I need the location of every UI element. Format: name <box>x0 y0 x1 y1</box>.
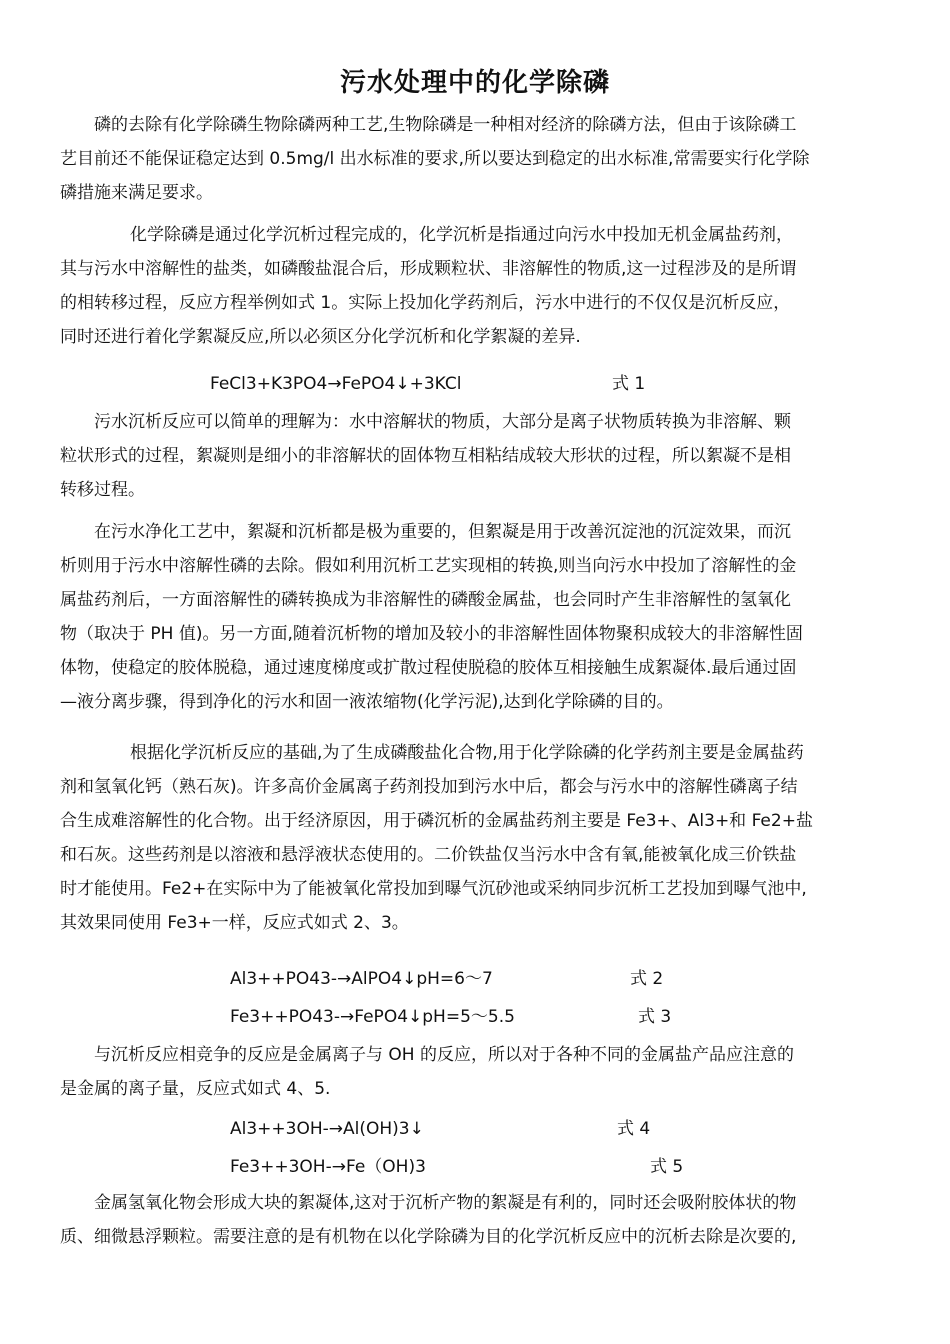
text-line: 属盐药剂后，一方面溶解性的磷转换成为非溶解性的磷酸金属盐，也会同时产生非溶解性的氢氧化 <box>60 590 791 610</box>
text-line: —液分离步骤，得到净化的污水和固一液浓缩物(化学污泥),达到化学除磷的目的。 <box>60 692 674 712</box>
text-line: 磷措施来满足要求。 <box>60 183 213 203</box>
text-line: 物（取决于 PH 值)。另一方面,随着沉析物的增加及较小的非溶解性固体物聚积成较大的非溶解性固 <box>60 624 803 644</box>
text-line: 粒状形式的过程，絮凝则是细小的非溶解状的固体物互相粘结成较大形状的过程，所以絮凝不是相 <box>60 446 791 466</box>
paragraph-5 <box>60 736 888 940</box>
paragraph-7 <box>60 1186 888 1254</box>
text-line: 合生成难溶解性的化合物。出于经济原因，用于磷沉析的金属盐药剂主要是 Fe3+、Al3+和 Fe2+盐 <box>60 811 813 831</box>
text-line: 金属氢氧化物会形成大块的絮凝体,这对于沉析产物的絮凝是有利的，同时还会吸附胶体状的物 <box>94 1193 797 1213</box>
text-line: 同时还进行着化学絮凝反应,所以必须区分化学沉析和化学絮凝的差异. <box>60 327 581 347</box>
text-line: 的相转移过程，反应方程举例如式 1。实际上投加化学药剂后，污水中进行的不仅仅是沉析反应， <box>60 293 791 313</box>
text-line: 与沉析反应相竞争的反应是金属离子与 OH 的反应，所以对于各种不同的金属盐产品应注意的 <box>94 1045 794 1065</box>
text-line: 析则用于污水中溶解性磷的去除。假如利用沉析工艺实现相的转换,则当向污水中投加了溶解性的金 <box>60 556 797 576</box>
paragraph-4 <box>60 515 888 719</box>
text-line: 污水沉析反应可以简单的理解为：水中溶解状的物质，大部分是离子状物质转换为非溶解、颗 <box>94 412 791 432</box>
equation-4: Al3++3OH-→Al(OH)3↓ <box>230 1119 424 1139</box>
text-line: 时才能使用。Fe2+在实际中为了能被氧化常投加到曝气沉砂池或采纳同步沉析工艺投加到曝气池中, <box>60 879 807 899</box>
text-line: 其与污水中溶解性的盐类，如磷酸盐混合后，形成颗粒状、非溶解性的物质,这一过程涉及的是所谓 <box>60 259 797 279</box>
equation-3: Fe3++PO43-→FePO4↓pH=5～5.5 <box>230 1007 515 1027</box>
page-title: 污水处理中的化学除磷 <box>339 68 610 98</box>
text-line: 体物，使稳定的胶体脱稳，通过速度梯度或扩散过程使脱稳的胶体互相接触生成絮凝体.最后通过固 <box>60 658 797 678</box>
paragraph-1 <box>60 108 888 210</box>
text-line: 在污水净化工艺中，絮凝和沉析都是极为重要的，但絮凝是用于改善沉淀池的沉淀效果，而沉 <box>94 522 791 542</box>
equation-4-label: 式 4 <box>617 1119 651 1139</box>
equation-5-label: 式 5 <box>650 1157 684 1177</box>
text-line: 和石灰。这些药剂是以溶液和悬浮液状态使用的。二价铁盐仅当污水中含有氧,能被氧化成三价铁盐 <box>60 845 797 865</box>
paragraph-6 <box>60 1038 888 1106</box>
text-line: 其效果同使用 Fe3+一样，反应式如式 2、3。 <box>60 913 409 933</box>
equation-1-label: 式 1 <box>612 374 646 394</box>
text-line: 是金属的离子量，反应式如式 4、5. <box>60 1079 331 1099</box>
text-line: 化学除磷是通过化学沉析过程完成的，化学沉析是指通过向污水中投加无机金属盐药剂， <box>130 225 793 245</box>
equation-3-label: 式 3 <box>638 1007 672 1027</box>
paragraph-3 <box>60 405 888 507</box>
equation-2-label: 式 2 <box>630 969 664 989</box>
text-line: 转移过程。 <box>60 480 145 500</box>
text-line: 艺目前还不能保证稳定达到 0.5mg/l 出水标准的要求,所以要达到稳定的出水标准,常需要实行化学除 <box>60 149 810 169</box>
text-line: 质、细微悬浮颗粒。需要注意的是有机物在以化学除磷为目的化学沉析反应中的沉析去除是次要的, <box>60 1227 797 1247</box>
paragraph-2 <box>60 218 888 354</box>
text-line: 磷的去除有化学除磷生物除磷两种工艺,生物除磷是一种相对经济的除磷方法，但由于该除磷工 <box>94 115 797 135</box>
text-line: 剂和氢氧化钙（熟石灰)。许多高价金属离子药剂投加到污水中后，都会与污水中的溶解性磷离子结 <box>60 777 798 797</box>
equation-2: Al3++PO43-→AlPO4↓pH=6～7 <box>230 969 493 989</box>
text-line: 根据化学沉析反应的基础,为了生成磷酸盐化合物,用于化学除磷的化学药剂主要是金属盐药 <box>130 743 804 763</box>
equation-1: FeCl3+K3PO4→FePO4↓+3KCl <box>210 374 462 394</box>
equation-5: Fe3++3OH-→Fe（OH)3 <box>230 1157 426 1177</box>
